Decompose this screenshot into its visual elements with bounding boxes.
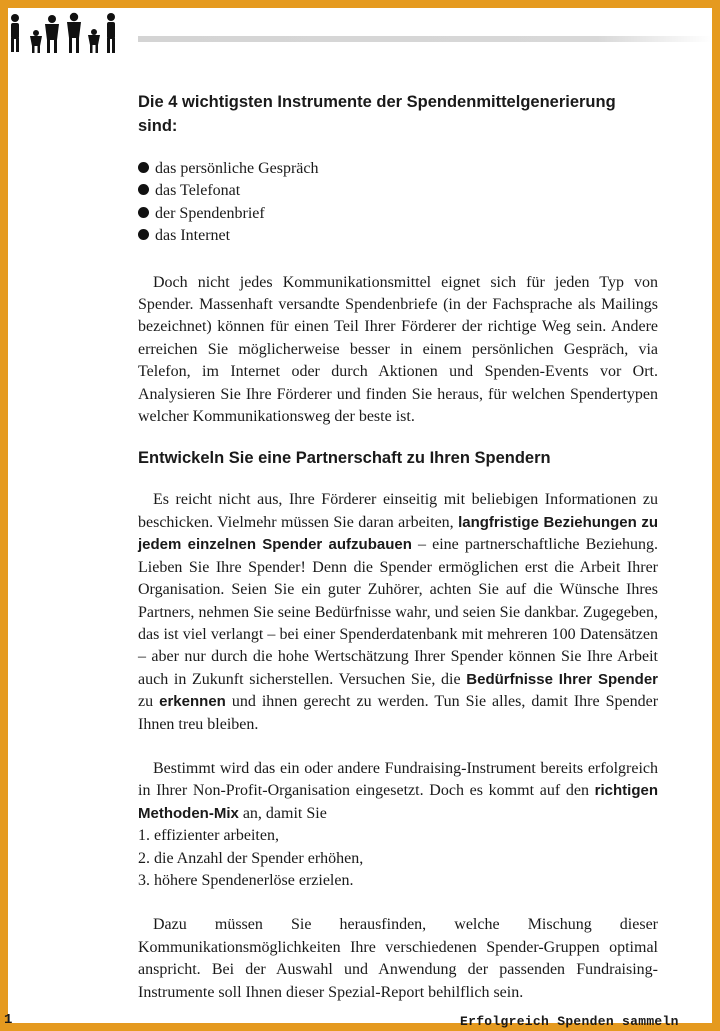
goals-list: [138, 825, 658, 892]
family-silhouette-logo: [8, 6, 118, 56]
header-rule: [138, 36, 712, 42]
list-item: das persönliche Gespräch: [138, 158, 658, 180]
list-item: der Spendenbrief: [138, 203, 658, 225]
bullet-icon: [138, 229, 149, 240]
bullet-icon: [138, 207, 149, 218]
list-item: 2. die Anzahl der Spender erhöhen,: [138, 849, 364, 867]
list-item: 3. höhere Spendenerlöse erzielen.: [138, 871, 354, 889]
page-content: [138, 88, 658, 1004]
footer-title: Erfolgreich Spenden sammeln: [460, 1014, 679, 1029]
paragraph-partnership: Es reicht nicht aus, Ihre Förderer einseitig mit beliebigen Informationen zu beschicken. Vielmehr müssen Sie daran arbeiten, langfristige Beziehungen zu jedem einzelnen Spender aufzubauen – eine partnerschaftliche Beziehung. Lieben Sie Ihre Spender! Denn die Spender ermöglichen erst die Arbeit Ihrer Organisation. Seien Sie ein guter Zuhörer, achten Sie auf die Wünsche Ihres Partners, nehmen Sie seine Bedürfnisse wahr, und seien Sie dankbar. Zugegeben, das ist viel verlangt – bei einer Spenderdatenbank mit mehreren 100 Datensätzen – aber nur durch die hohe Wertschätzung Ihrer Spender können Sie Ihre Arbeit auch in Zukunft sicherstellen. Versuchen Sie, die Bedürfnisse Ihrer Spender zu erkennen und ihnen gerecht zu werden. Tun Sie alles, damit Ihre Spender Ihnen treu bleiben.: [138, 491, 659, 733]
section-heading-partnership: Entwickeln Sie eine Partnerschaft zu Ihren Spendern: [138, 449, 551, 468]
section-heading-instruments: Die 4 wichtigsten Instrumente der Spendenmittelgenerierung sind:: [138, 93, 616, 135]
list-item: das Internet: [138, 225, 658, 247]
page-number: 1: [4, 1012, 13, 1028]
paragraph-conclusion: Dazu müssen Sie herausfinden, welche Mischung dieser Kommunikationsmöglichkeiten Ihre verschiedenen Spender-Gruppen optimal anspricht. Bei der Auswahl und Anwendung der passenden Fundraising-Instrumente soll Ihnen dieser Spezial-Report behilflich sein.: [138, 916, 658, 1001]
bullet-icon: [138, 184, 149, 195]
instrument-list: [138, 158, 658, 248]
paragraph-communication: Doch nicht jedes Kommunikationsmittel eignet sich für jeden Typ von Spender. Massenhaft versandte Spendenbriefe (in der Fachsprache als Mailings bezeichnet) können für einen Teil Ihrer Förderer der richtige Weg sein. Andere erreichen Sie möglicherweise besser in einem persönlichen Gespräch, via Telefon, im Internet oder durch Aktionen und Spenden-Events vor Ort. Analysieren Sie Ihre Förderer und finden Sie heraus, für welchen Spendertypen welcher Kommunikationsweg der beste ist.: [138, 273, 658, 426]
list-item: das Telefonat: [138, 180, 658, 202]
list-item: 1. effizienter arbeiten,: [138, 827, 279, 845]
paragraph-methods: Bestimmt wird das ein oder andere Fundraising-Instrument bereits erfolgreich in Ihrer Non-Profit-Organisation eingesetzt. Doch es kommt auf den richtigen Methoden-Mix an, damit Sie: [138, 759, 658, 822]
bullet-icon: [138, 162, 149, 173]
